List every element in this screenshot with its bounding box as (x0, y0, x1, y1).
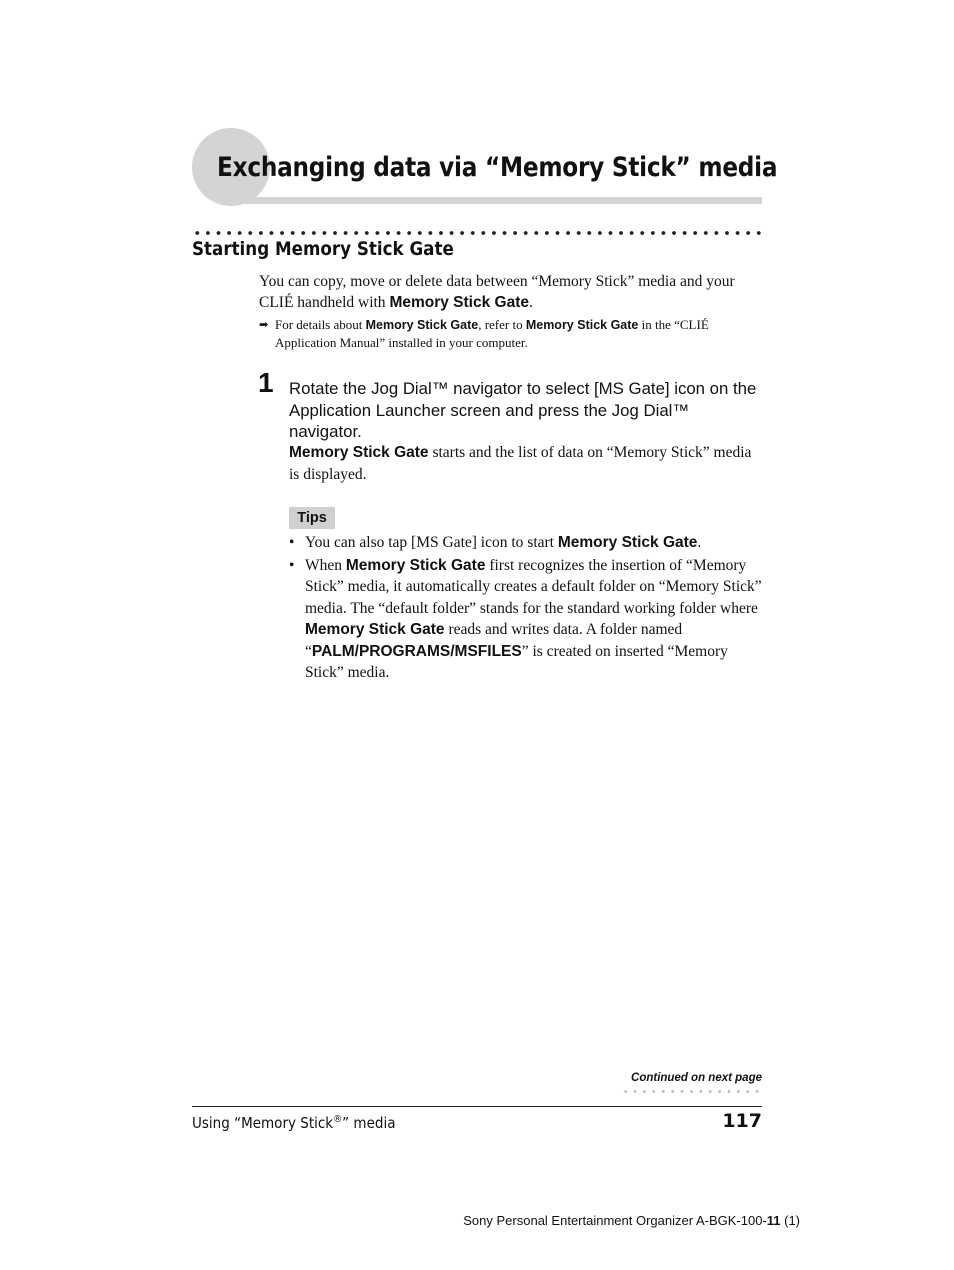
reference-note (259, 316, 764, 352)
reference-text-3: in the “CLIÉ Application Manual” installed in your computer. (275, 317, 709, 350)
bullet-icon: • (289, 534, 295, 551)
footer-section-post: ” media (342, 1114, 396, 1132)
tip-folder-path: PALM/PROGRAMS/MSFILES (311, 642, 522, 660)
tip-app-name: Memory Stick Gate (305, 621, 445, 638)
tips-list (289, 532, 764, 685)
reference-manual-section: Memory Stick Gate (525, 318, 639, 332)
reference-text-1: For details about (275, 317, 366, 332)
page-title: Exchanging data via “Memory Stick” media (217, 152, 778, 183)
intro-text-1: You can copy, move or delete data between “Memory Stick” media and your CLIÉ handheld with (259, 273, 735, 311)
step-result-app-name: Memory Stick Gate (289, 444, 429, 461)
doc-id-post: (1) (780, 1213, 800, 1228)
intro-paragraph (259, 271, 764, 313)
continued-notice: Continued on next page (631, 1072, 762, 1084)
doc-id-pre: Sony Personal Entertainment Organizer A-BGK-100- (463, 1213, 767, 1228)
continued-dots (621, 1089, 762, 1094)
reference-text (259, 316, 764, 352)
tip-text-1: When (305, 556, 346, 574)
tip-item (289, 555, 764, 684)
footer-section-title (192, 1114, 395, 1132)
tips-label: Tips (289, 507, 335, 529)
title-underline-bar (230, 197, 762, 204)
tip-app-name: Memory Stick Gate (345, 556, 486, 574)
page-number: 117 (722, 1110, 762, 1132)
step-result (289, 442, 764, 486)
bullet-icon: • (289, 556, 295, 574)
reference-app-name: Memory Stick Gate (365, 318, 479, 332)
intro-text-2: . (529, 294, 533, 311)
intro-app-name: Memory Stick Gate (389, 294, 529, 311)
step-number: 1 (258, 367, 274, 398)
tip-text-3: reads and writes data. A folder named “ (305, 621, 683, 660)
tip-text-2: first recognizes the insertion of “Memory Stick” media, it automatically creates a default folder on “Memory Stick” media. The “default folder” stands for the standard working folder where (305, 556, 762, 617)
footer-rule (192, 1106, 762, 1107)
tip-text-1: You can also tap [MS Gate] icon to start (305, 534, 558, 551)
tip-text-4: ” is created on inserted “Memory Stick” media. (305, 642, 728, 681)
arrow-right-icon: ➡ (259, 319, 269, 331)
tip-text-2: . (697, 534, 702, 551)
footer-section-pre: Using “Memory Stick (192, 1114, 334, 1132)
doc-id-version: 11 (766, 1213, 781, 1228)
reference-text-2: , refer to (478, 317, 526, 332)
registered-mark: ® (333, 1114, 343, 1125)
tip-item (289, 532, 764, 554)
tip-app-name: Memory Stick Gate (557, 534, 698, 551)
document-id (400, 1213, 800, 1228)
section-title: Starting Memory Stick Gate (192, 238, 454, 260)
dotted-separator (192, 230, 762, 236)
step-result-text: starts and the list of data on “Memory Stick” media is displayed. (289, 444, 752, 483)
step-instruction: Rotate the Jog Dial™ navigator to select [MS Gate] icon on the Application Launcher screen and press the Jog Dial™ navigator. (289, 379, 757, 441)
